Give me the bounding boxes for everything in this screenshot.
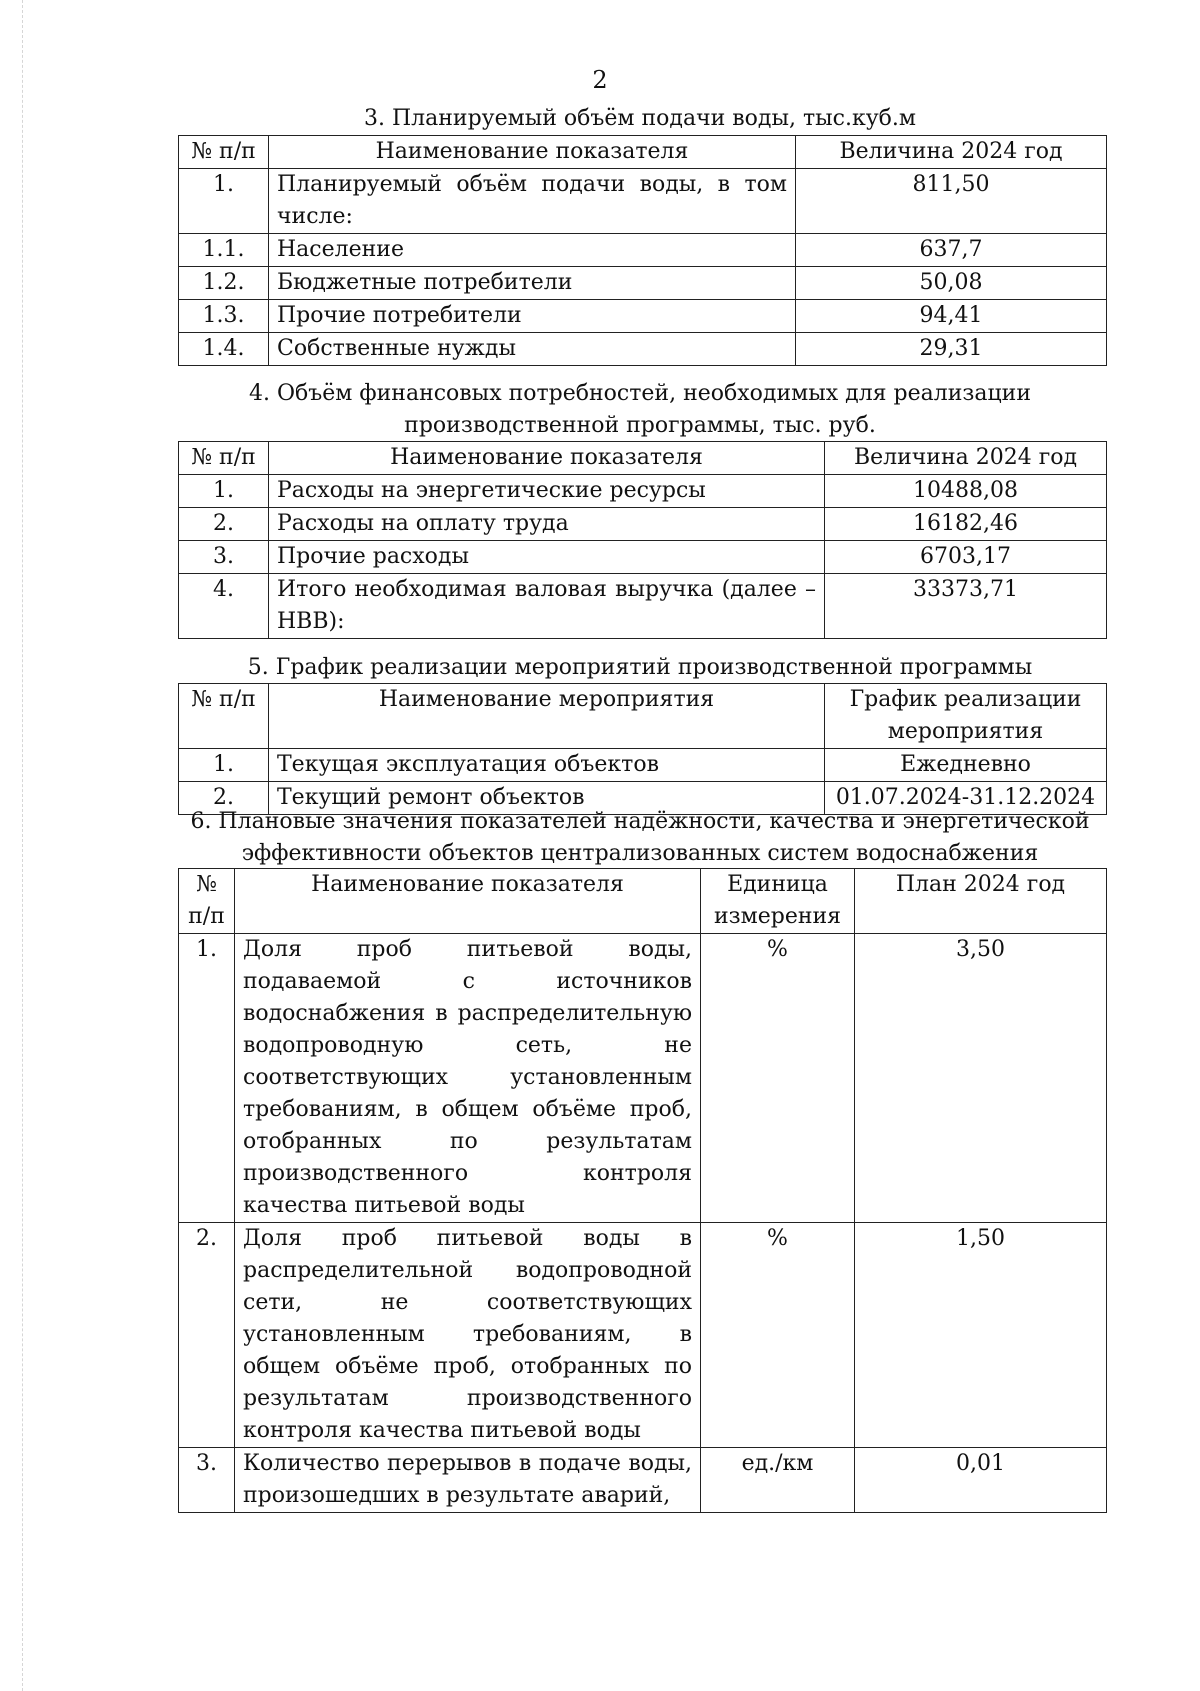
row-name: Бюджетные потребители <box>269 267 796 300</box>
section6-title: 6. Плановые значения показателей надёжности, качества и энергетической эффективности объектов централизованных систем водоснабжения <box>190 809 1090 866</box>
section5-title: 5. График реализации мероприятий производственной программы <box>247 655 1033 680</box>
row-name: Доля проб питьевой воды, подаваемой с источников водоснабжения в распределительную водопроводную сеть, не соответствующих установленным требованиям, в общем объёме проб, отобранных по результатам производственного контроля качества питьевой воды <box>235 934 701 1223</box>
row-number: 2. <box>179 1223 235 1448</box>
header-value: Величина 2024 год <box>825 442 1107 475</box>
table-row <box>179 475 1107 508</box>
header-number: № п/п <box>179 136 269 169</box>
header-name: Наименование показателя <box>235 869 701 934</box>
row-name: Расходы на оплату труда <box>269 508 825 541</box>
row-name: Население <box>269 234 796 267</box>
header-plan: План 2024 год <box>855 869 1107 934</box>
row-name: Планируемый объём подачи воды, в том числе: <box>269 169 796 234</box>
row-plan: 1,50 <box>855 1223 1107 1448</box>
section4-title: 4. Объём финансовых потребностей, необходимых для реализации производственной программы, тыс. руб. <box>249 381 1031 438</box>
table-row <box>179 1223 1107 1448</box>
table-row <box>179 508 1107 541</box>
row-number: 4. <box>179 574 269 639</box>
header-name: Наименование показателя <box>269 442 825 475</box>
row-unit: ед./км <box>701 1448 855 1513</box>
row-value: 637,7 <box>796 234 1107 267</box>
table-row <box>179 234 1107 267</box>
row-number: 1. <box>179 749 269 782</box>
header-name: Наименование показателя <box>269 136 796 169</box>
table-row <box>179 934 1107 1223</box>
table-row <box>179 169 1107 234</box>
row-value: 94,41 <box>796 300 1107 333</box>
section3-table <box>178 135 1107 366</box>
header-value: Величина 2024 год <box>796 136 1107 169</box>
row-number: 1.2. <box>179 267 269 300</box>
section6-table <box>178 868 1107 1513</box>
table-row <box>179 574 1107 639</box>
row-number: 1.4. <box>179 333 269 366</box>
row-number: 3. <box>179 1448 235 1513</box>
row-name: Текущий ремонт объектов <box>269 782 825 815</box>
row-number: 1.3. <box>179 300 269 333</box>
row-name: Расходы на энергетические ресурсы <box>269 475 825 508</box>
row-value: 50,08 <box>796 267 1107 300</box>
row-name: Прочие расходы <box>269 541 825 574</box>
row-plan: 0,01 <box>855 1448 1107 1513</box>
row-number: 1. <box>179 169 269 234</box>
section3-title: 3. Планируемый объём подачи воды, тыс.куб.м <box>363 106 916 131</box>
table-header-row <box>179 136 1107 169</box>
row-number: 1.1. <box>179 234 269 267</box>
row-value: 16182,46 <box>825 508 1107 541</box>
row-schedule: 01.07.2024-31.12.2024 <box>825 782 1107 815</box>
row-unit: % <box>701 934 855 1223</box>
row-name: Количество перерывов в подаче воды, произошедших в результате аварий, <box>235 1448 701 1513</box>
row-number: 2. <box>179 782 269 815</box>
table-header-row <box>179 869 1107 934</box>
table-header-row <box>179 684 1107 749</box>
section5-table <box>178 683 1107 815</box>
table-row <box>179 300 1107 333</box>
header-schedule: График реализации мероприятия <box>825 684 1107 749</box>
header-number: № п/п <box>179 869 235 934</box>
row-schedule: Ежедневно <box>825 749 1107 782</box>
row-value: 811,50 <box>796 169 1107 234</box>
page-number: 2 <box>592 66 608 94</box>
table-row <box>179 267 1107 300</box>
table-row <box>179 333 1107 366</box>
row-value: 33373,71 <box>825 574 1107 639</box>
scan-edge-line <box>22 0 23 1691</box>
row-value: 29,31 <box>796 333 1107 366</box>
header-number: № п/п <box>179 684 269 749</box>
row-number: 1. <box>179 475 269 508</box>
header-number: № п/п <box>179 442 269 475</box>
row-name: Прочие потребители <box>269 300 796 333</box>
row-unit: % <box>701 1223 855 1448</box>
row-name: Текущая эксплуатация объектов <box>269 749 825 782</box>
table-row <box>179 749 1107 782</box>
table-row <box>179 1448 1107 1513</box>
header-unit: Единица измерения <box>701 869 855 934</box>
row-plan: 3,50 <box>855 934 1107 1223</box>
row-number: 2. <box>179 508 269 541</box>
row-number: 1. <box>179 934 235 1223</box>
row-value: 6703,17 <box>825 541 1107 574</box>
table-header-row <box>179 442 1107 475</box>
row-name: Собственные нужды <box>269 333 796 366</box>
section4-table <box>178 441 1107 639</box>
table-row <box>179 541 1107 574</box>
row-name: Доля проб питьевой воды в распределительной водопроводной сети, не соответствующих установленным требованиям, в общем объёме проб, отобранных по результатам производственного контроля качества питьевой воды <box>235 1223 701 1448</box>
header-name: Наименование мероприятия <box>269 684 825 749</box>
row-value: 10488,08 <box>825 475 1107 508</box>
row-number: 3. <box>179 541 269 574</box>
row-name: Итого необходимая валовая выручка (далее – НВВ): <box>269 574 825 639</box>
